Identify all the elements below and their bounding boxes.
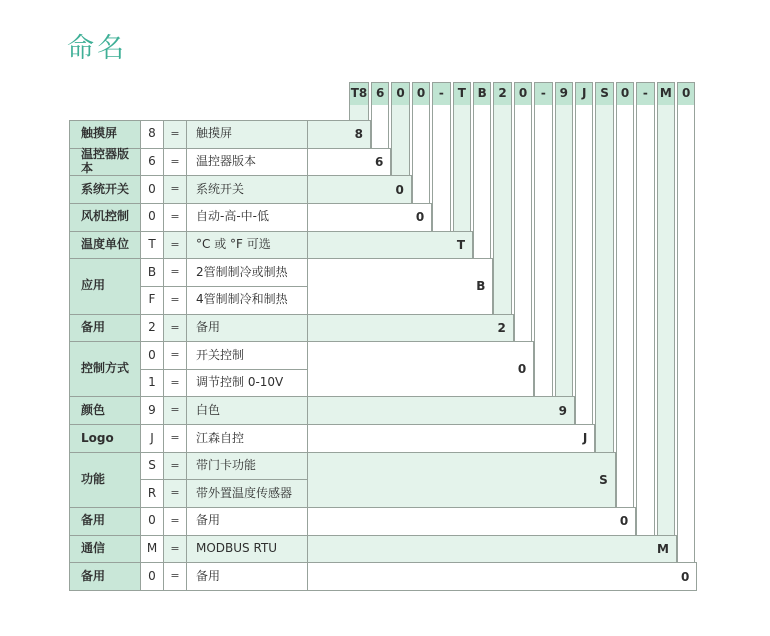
row-label: 温控器版本: [69, 148, 141, 177]
row-code: 0: [140, 175, 164, 204]
row-band-0-7: [307, 341, 534, 397]
row-code: M: [140, 535, 164, 564]
row-label: 控制方式: [69, 341, 141, 397]
row-equals: =: [163, 535, 187, 564]
row-equals: =: [163, 396, 187, 425]
row-equals: =: [163, 314, 187, 343]
row-band-9-8: [307, 396, 575, 425]
row-description: 2管制制冷或制热: [186, 258, 308, 287]
row-label: 颜色: [69, 396, 141, 425]
row-code: 8: [140, 120, 164, 149]
row-equals: =: [163, 120, 187, 149]
row-label: 备用: [69, 562, 141, 591]
model-char-column-B-6: [473, 82, 491, 259]
row-description: °C 或 °F 可选: [186, 231, 308, 260]
model-char-column-0-8: [514, 82, 532, 342]
row-equals: =: [163, 148, 187, 177]
row-label: 通信: [69, 535, 141, 564]
model-char-column-0-16: [677, 82, 695, 563]
row-code: 6: [140, 148, 164, 177]
row-band-0-2: [307, 175, 412, 204]
model-strip-cell-2-7: 2: [498, 86, 507, 100]
row-description: 江森自控: [186, 424, 308, 453]
model-strip-cell-dash-9: -: [540, 86, 546, 100]
band-code-char: 0: [395, 182, 404, 197]
model-strip-cell-dash-4: -: [438, 86, 444, 100]
row-code: 0: [140, 507, 164, 536]
band-code-char: 2: [497, 320, 506, 335]
row-band-8-0: [307, 120, 371, 149]
page-title: 命名: [67, 33, 127, 64]
row-equals: =: [163, 203, 187, 232]
row-band-S-10: [307, 452, 616, 508]
band-code-char: B: [476, 279, 486, 294]
row-code: 0: [140, 341, 164, 370]
row-code: F: [140, 286, 164, 315]
row-description: 备用: [186, 507, 308, 536]
row-description: 备用: [186, 562, 308, 591]
row-equals: =: [163, 562, 187, 591]
row-equals: =: [163, 507, 187, 536]
model-char-column-T-5: [453, 82, 471, 232]
row-equals: =: [163, 175, 187, 204]
band-code-char: T: [456, 237, 465, 252]
row-description: 白色: [186, 396, 308, 425]
row-description: 4管制制冷和制热: [186, 286, 308, 315]
model-char-column-dash-14: [636, 82, 654, 536]
row-equals: =: [163, 424, 187, 453]
model-char-column-dash-4: [432, 82, 450, 232]
row-code: 1: [140, 369, 164, 398]
row-label: Logo: [69, 424, 141, 453]
row-code: R: [140, 479, 164, 508]
model-strip-cell-S-12: S: [600, 86, 609, 100]
model-strip-cell-T-5: T: [457, 86, 466, 100]
row-label: 风机控制: [69, 203, 141, 232]
model-char-column-2-7: [493, 82, 511, 315]
band-code-char: 9: [558, 403, 567, 418]
model-char-column-J-11: [575, 82, 593, 425]
row-band-0-3: [307, 203, 432, 232]
band-code-char: 0: [415, 210, 425, 225]
row-code: S: [140, 452, 164, 481]
row-equals: =: [163, 231, 187, 260]
row-description: 系统开关: [186, 175, 308, 204]
row-label: 应用: [69, 258, 141, 314]
model-strip-cell-0-3: 0: [416, 86, 426, 100]
row-code: J: [140, 424, 164, 453]
band-code-char: 0: [619, 514, 629, 529]
model-strip-cell-T8-0: T8: [350, 86, 368, 100]
model-strip-cell-9-10: 9: [559, 86, 568, 100]
model-strip-cell-0-8: 0: [518, 86, 528, 100]
model-char-column-0-13: [616, 82, 634, 508]
row-equals: =: [163, 369, 187, 398]
row-description: 触摸屏: [186, 120, 308, 149]
row-code: T: [140, 231, 164, 260]
row-band-0-11: [307, 507, 636, 536]
row-label: 温度单位: [69, 231, 141, 260]
row-equals: =: [163, 452, 187, 481]
model-strip-cell-J-11: J: [581, 86, 587, 100]
model-char-column-S-12: [595, 82, 613, 453]
model-char-column-9-10: [555, 82, 573, 397]
model-char-column-M-15: [657, 82, 675, 536]
model-strip-cell-0-16: 0: [682, 86, 691, 100]
row-band-6-1: [307, 148, 391, 177]
row-label: 功能: [69, 452, 141, 508]
row-band-J-9: [307, 424, 595, 453]
row-code: 0: [140, 203, 164, 232]
row-code: 2: [140, 314, 164, 343]
band-code-char: 0: [517, 362, 527, 377]
band-code-char: 6: [375, 154, 384, 169]
model-strip-cell-0-2: 0: [396, 86, 405, 100]
band-code-char: S: [599, 472, 608, 487]
row-code: 9: [140, 396, 164, 425]
model-char-column-dash-9: [534, 82, 552, 397]
row-band-2-6: [307, 314, 514, 343]
band-code-char: 0: [681, 569, 690, 584]
row-description: 开关控制: [186, 341, 308, 370]
band-code-char: M: [657, 542, 669, 557]
row-label: 备用: [69, 507, 141, 536]
row-equals: =: [163, 341, 187, 370]
model-strip-cell-M-15: M: [659, 86, 672, 100]
row-description: 温控器版本: [186, 148, 308, 177]
row-code: B: [140, 258, 164, 287]
model-strip-cell-0-13: 0: [620, 86, 630, 100]
row-equals: =: [163, 286, 187, 315]
row-label: 触摸屏: [69, 120, 141, 149]
row-description: 自动-高-中-低: [186, 203, 308, 232]
row-band-T-4: [307, 231, 473, 260]
row-label: 备用: [69, 314, 141, 343]
row-label: 系统开关: [69, 175, 141, 204]
model-strip-cell-6-1: 6: [376, 86, 385, 100]
row-description: 带外置温度传感器: [186, 479, 308, 508]
band-code-char: J: [582, 431, 588, 446]
row-code: 0: [140, 562, 164, 591]
row-equals: =: [163, 258, 187, 287]
model-strip-cell-B-6: B: [477, 86, 487, 100]
row-description: 带门卡功能: [186, 452, 308, 481]
row-band-B-5: [307, 258, 493, 314]
model-strip-cell-dash-14: -: [642, 86, 648, 100]
band-code-char: 8: [354, 127, 363, 142]
row-description: MODBUS RTU: [186, 535, 308, 564]
row-band-0-13: [307, 562, 697, 591]
row-description: 备用: [186, 314, 308, 343]
row-band-M-12: [307, 535, 677, 564]
row-equals: =: [163, 479, 187, 508]
row-description: 调节控制 0-10V: [186, 369, 308, 398]
